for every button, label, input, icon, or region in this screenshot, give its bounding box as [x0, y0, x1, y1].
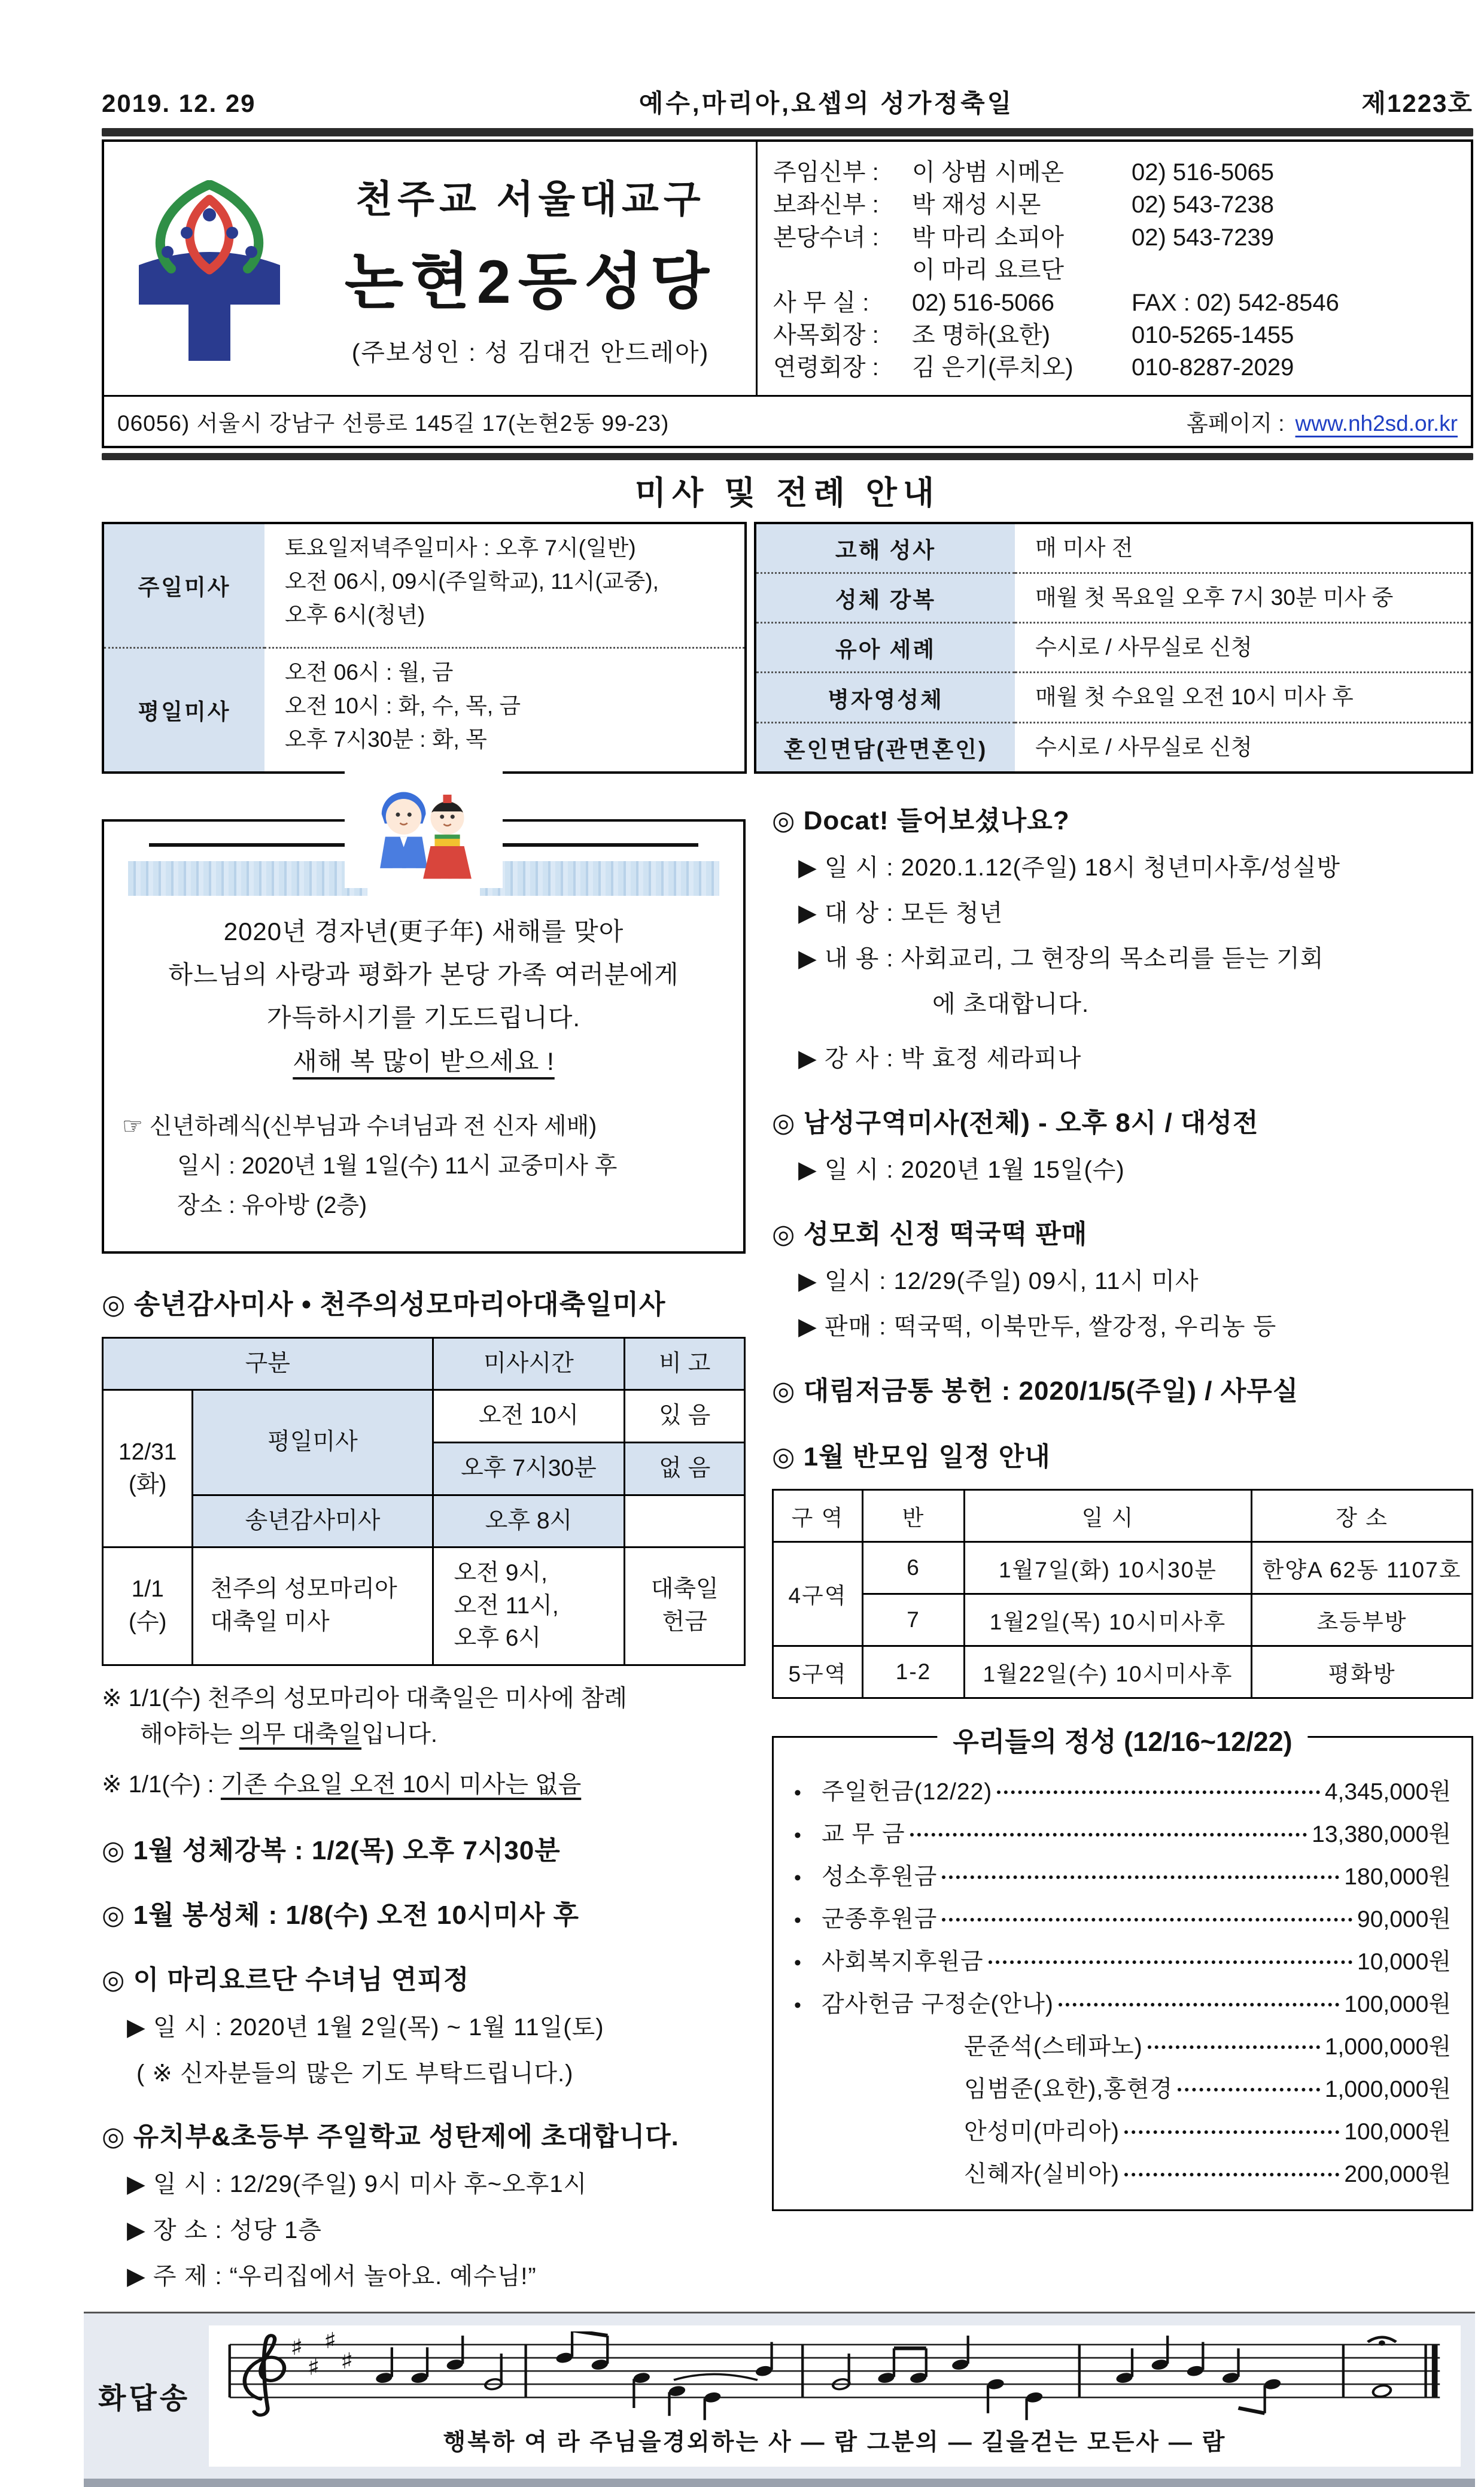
homepage-link[interactable]: www.nh2sd.or.kr — [1295, 411, 1458, 436]
rice-cake-sale-items: ▶ 판매 : 떡국떡, 이북만두, 쌀강정, 우리농 등 — [798, 1313, 1277, 1340]
responsorial-psalm-box — [84, 2312, 1475, 2487]
contact-list — [758, 142, 1471, 395]
rice-cake-sale-heading: ◎ 성모회 신정 떡국떡 판매 — [772, 1219, 1088, 1249]
offering-row: • 감사헌금 구정순(안나) 100,000원 — [794, 1991, 1451, 2017]
offering-row: • 군종후원금 90,000원 — [794, 1906, 1451, 1932]
offering-row: 문준석(스테파노) 1,000,000원 — [964, 2033, 1451, 2060]
offering-row: • 주일헌금(12/22) 4,345,000원 — [794, 1778, 1451, 1805]
divider-rule — [102, 453, 1473, 460]
retreat-when: ▶ 일 시 : 2020년 1월 2일(목) ~ 1월 11일(토) — [127, 2014, 604, 2041]
weekday-mass-times: 오전 06시 : 월, 금 오전 10시 : 화, 수, 목, 금 오후 7시30분 : 화, 목 — [264, 647, 744, 771]
masthead — [102, 84, 1473, 120]
right-column — [772, 799, 1473, 2291]
bulletin-page — [98, 0, 1473, 2487]
docat-when: ▶ 일 시 : 2020.1.12(주일) 18시 청년미사후/성실방 — [798, 854, 1341, 881]
time-cell: 오후 7시30분 — [433, 1442, 625, 1495]
music-staff-icon — [223, 2331, 1446, 2421]
docat-target: ▶ 대 상 : 모든 청년 — [798, 899, 1003, 926]
address-bar — [104, 395, 1471, 446]
contact-row: 보좌신부 : 박 재성 시몬 02) 543-7238 — [773, 191, 1274, 218]
christmas-party-theme: ▶ 주 제 : “우리집에서 놀아요. 예수님!” — [127, 2263, 537, 2290]
retreat-note: ( ※ 신자분들의 많은 기도 부탁드립니다.) — [136, 2060, 574, 2087]
holy-day-note: ※ 1/1(수) 천주의 성모마리아 대축일은 미사에 참례 해야하는 의무 대축일입니다. — [102, 1685, 627, 1747]
rite-label: 고해 성사 — [756, 524, 1015, 572]
offering-row: 임범준(요한),홍현경 1,000,000원 — [964, 2076, 1451, 2102]
date-cell: 1/1 (수) — [103, 1547, 193, 1665]
contact-row: 사목회장 : 조 명하(요한) 010-5265-1455 — [773, 321, 1294, 348]
church-logo — [120, 168, 299, 369]
svg-text:♯: ♯ — [340, 2348, 354, 2374]
new-year-event: ☞ 신년하례식(신부님과 수녀님과 전 신자 세배) — [122, 1113, 597, 1139]
farewell-mass-cell: 송년감사미사 — [193, 1495, 433, 1547]
hanbok-children-icon — [345, 764, 503, 888]
date-cell: 12/31 (화) — [103, 1390, 193, 1547]
music-sheet — [209, 2325, 1461, 2467]
new-year-greeting-box — [102, 819, 746, 1254]
patron-saint: (주보성인 : 성 김대건 안드레아) — [351, 338, 710, 366]
postal-address: 06056) 서울시 강남구 선릉로 145길 17(논현2동 99-23) — [117, 411, 670, 436]
offering-row: 안성미(마리아) 100,000원 — [964, 2118, 1451, 2145]
sunday-mass-times: 토요일저녁주일미사 : 오후 7시(일반) 오전 06시, 09시(주일학교), 11시(교중), 오후 6시(청년) — [285, 535, 659, 628]
rite-label: 병자영성체 — [756, 671, 1015, 721]
new-year-event-when: 일시 : 2020년 1월 1일(수) 11시 교중미사 후 — [177, 1153, 618, 1179]
advent-bank-heading: ◎ 대림저금통 봉헌 : 2020/1/5(주일) / 사무실 — [772, 1376, 1299, 1406]
greeting-line: 2020년 경자년(更子年) 새해를 맞아 — [223, 917, 624, 945]
table-row: 7 1월2일(목) 10시미사후 초등부방 — [773, 1594, 1473, 1646]
svg-text:♯: ♯ — [306, 2354, 320, 2380]
contact-row: 이 마리 요르단 — [912, 257, 1065, 284]
issue-date: 2019. 12. 29 — [102, 89, 256, 117]
rite-label: 혼인면담(관면혼인) — [756, 722, 1015, 771]
rite-value: 매월 첫 수요일 오전 10시 미사 후 — [1015, 671, 1471, 721]
greeting-line: 가득하시기를 기도드립니다. — [266, 1004, 581, 1032]
col-note: 비 고 — [625, 1337, 745, 1390]
time-cell: 오후 8시 — [433, 1495, 625, 1547]
offering-row: • 성소후원금 180,000원 — [794, 1863, 1451, 1890]
rite-value: 수시로 / 사무실로 신청 — [1015, 722, 1471, 771]
rite-value: 매 미사 전 — [1035, 535, 1133, 560]
homepage-label: 홈페이지 : — [1187, 411, 1285, 436]
contact-row: 주임신부 : 이 상범 시메온 02) 516-5065 — [773, 159, 1274, 186]
docat-content: ▶ 내 용 : 사회교리, 그 현장의 목소리를 듣는 기회 — [798, 945, 1324, 972]
feast-title: 예수,마리아,요셉의 성가정축일 — [638, 89, 1014, 117]
offerings-box — [772, 1726, 1473, 2211]
weekday-mass-cell: 평일미사 — [193, 1390, 433, 1495]
note-cell: 없 음 — [625, 1442, 745, 1495]
offering-row: 신혜자(실비아) 200,000원 — [964, 2161, 1451, 2187]
offering-row: • 교 무 금 13,380,000원 — [794, 1821, 1451, 1847]
christmas-party-where: ▶ 장 소 : 성당 1층 — [127, 2217, 322, 2243]
contact-row: 연령회장 : 김 은기(루치오) 010-8287-2029 — [773, 354, 1294, 381]
col-time: 미사시간 — [433, 1337, 625, 1390]
ban-meeting-table — [772, 1489, 1473, 1699]
weekday-mass-label: 평일미사 — [104, 647, 264, 771]
docat-speaker: ▶ 강 사 : 박 효정 세라피나 — [798, 1045, 1082, 1072]
rite-label: 유아 세례 — [756, 622, 1015, 671]
sunday-mass-label: 주일미사 — [104, 524, 264, 647]
contact-row: 본당수녀 : 박 마리 소피아 02) 543-7239 — [773, 224, 1274, 251]
mass-schedule-tables — [102, 522, 1473, 774]
decorative-band — [128, 861, 367, 896]
rice-cake-sale-when: ▶ 일시 : 12/29(주일) 09시, 11시 미사 — [798, 1267, 1199, 1294]
church-info-box — [102, 139, 1473, 448]
time-cell: 오전 9시, 오전 11시, 오후 6시 — [433, 1547, 625, 1665]
table-row: 5구역 1-2 1월22일(수) 10시미사후 평화방 — [773, 1646, 1473, 1698]
mass-times-table — [102, 522, 747, 774]
january-benediction: ◎ 1월 성체강복 : 1/2(목) 오후 7시30분 — [102, 1835, 561, 1865]
mens-district-mass-when: ▶ 일 시 : 2020년 1월 15일(수) — [798, 1156, 1125, 1183]
feast-mass-cell: 천주의 성모마리아 대축일 미사 — [193, 1547, 433, 1665]
note-cell: 대축일 헌금 — [625, 1547, 745, 1665]
issue-number: 제1223호 — [1361, 89, 1473, 117]
christmas-party-heading: ◎ 유치부&초등부 주일학교 성탄제에 초대합니다. — [102, 2121, 679, 2151]
mens-district-mass-heading: ◎ 남성구역미사(전체) - 오후 8시 / 대성전 — [772, 1108, 1259, 1138]
note-cell: 있 음 — [625, 1390, 745, 1443]
col-class: 반 — [863, 1489, 965, 1542]
new-year-event-where: 장소 : 유아방 (2층) — [177, 1193, 367, 1219]
svg-text:♯: ♯ — [290, 2334, 303, 2360]
col-place: 장 소 — [1252, 1489, 1473, 1542]
offering-row: • 사회복지후원금 10,000원 — [794, 1948, 1451, 1975]
church-name: 논현2동성당 — [344, 247, 717, 316]
docat-content-cont: 에 초대합니다. — [932, 990, 1090, 1017]
contact-row: 사 무 실 : 02) 516-5066 FAX : 02) 542-8546 — [773, 289, 1339, 316]
diocese-name: 천주교 서울대교구 — [355, 177, 705, 221]
church-identity — [104, 142, 758, 395]
left-column — [102, 799, 746, 2291]
christmas-party-when: ▶ 일 시 : 12/29(주일) 9시 미사 후~오후1시 — [127, 2170, 588, 2197]
table-row: 4구역 6 1월7일(화) 10시30분 한양A 62동 1107호 — [773, 1542, 1473, 1594]
time-cell: 오전 10시 — [433, 1390, 625, 1443]
divider-rule — [102, 128, 1473, 136]
rite-value: 수시로 / 사무실로 신청 — [1015, 622, 1471, 671]
responsorial-psalm-label: 화답송 — [98, 2383, 191, 2415]
no-mass-note: ※ 1/1(수) : 기존 수요일 오전 10시 미사는 없음 — [102, 1771, 582, 1798]
rite-label: 성체 강복 — [756, 572, 1015, 622]
psalm-lyrics: 행복하 여 라 주님을경외하는 사 ― 람 그분의 ― 길을걷는 모든사 ― 람 — [443, 2429, 1227, 2455]
svg-text:♯: ♯ — [323, 2331, 337, 2354]
yearend-mass-heading: ◎ 송년감사미사 • 천주의성모마리아대축일미사 — [102, 1288, 666, 1319]
docat-heading: ◎ Docat! 들어보셨나요? — [772, 805, 1070, 835]
retreat-heading: ◎ 이 마리요르단 수녀님 연피정 — [102, 1965, 470, 1995]
note-cell — [625, 1495, 745, 1547]
col-type: 구분 — [103, 1337, 433, 1390]
greeting-emphasis: 새해 복 많이 받으세요 ! — [293, 1047, 555, 1075]
sacrament-times-table — [754, 522, 1473, 774]
decorative-band — [480, 861, 719, 896]
mass-guide-title: 미사 및 전례 안내 — [634, 475, 941, 511]
greeting-line: 하느님의 사랑과 평화가 본당 가족 여러분에게 — [168, 960, 679, 989]
col-area: 구 역 — [773, 1489, 863, 1542]
january-communion-visit: ◎ 1월 봉성체 : 1/8(수) 오전 10시미사 후 — [102, 1900, 580, 1930]
offerings-title: 우리들의 정성 (12/16~12/22) — [937, 1720, 1307, 1759]
ban-meeting-heading: ◎ 1월 반모임 일정 안내 — [772, 1442, 1051, 1471]
rite-value: 매월 첫 목요일 오후 7시 30분 미사 중 — [1015, 572, 1471, 622]
col-when: 일 시 — [965, 1489, 1252, 1542]
yearend-mass-table — [102, 1337, 746, 1666]
